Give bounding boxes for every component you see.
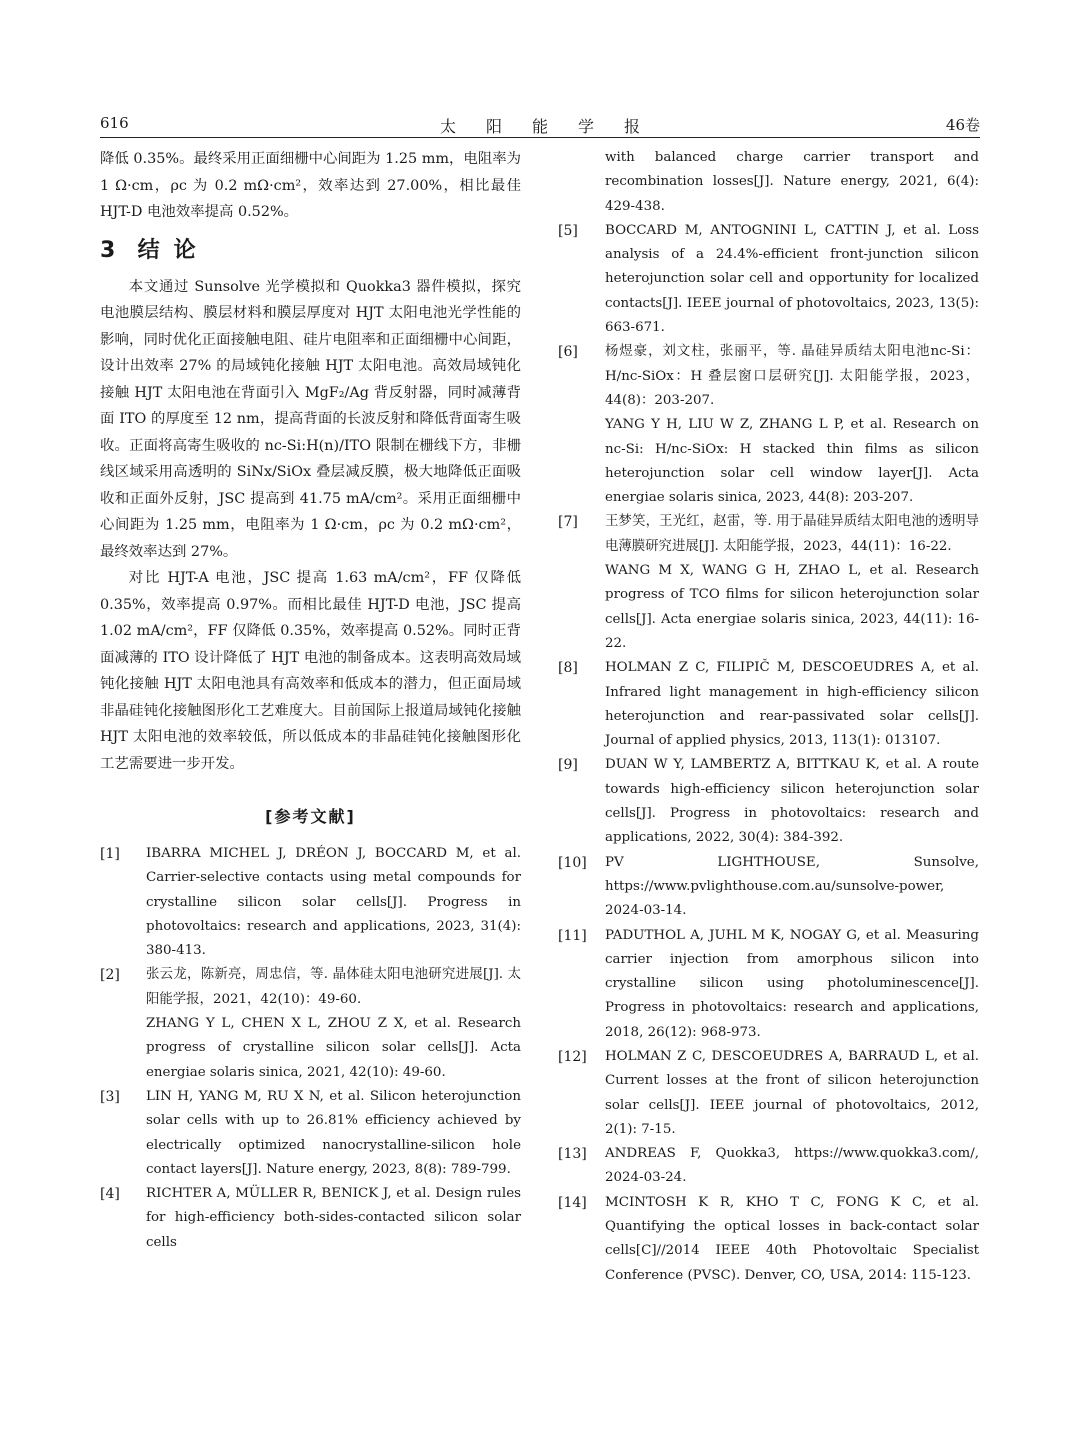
running-header [100, 114, 980, 138]
reference-number: [12] [558, 1048, 587, 1065]
reference-item [100, 842, 521, 963]
reference-text: MCINTOSH K R, KHO T C, FONG K C, et al. Quantifying the optical losses in back-contact solar cells[C]//2014 IEEE 40th Photovoltaic Specialist Conference (PVSC). Denver, CO, USA, 2014: 115-123. [605, 1194, 979, 1283]
reference-list-left [100, 842, 521, 1255]
reference-number: [14] [558, 1194, 587, 1211]
reference-text: DUAN W Y, LAMBERTZ A, BITTKAU K, et al. A route towards high-efficiency silicon heterojunction solar cells[J]. Progress in photovoltaics: research and applications, 2022, 30(4): 384-392. [605, 757, 979, 846]
reference-text-english: YANG Y H, LIU W Z, ZHANG L P, et al. Research on nc-Si: H/nc-SiOx: H stacked thin films as silicon heterojunction solar cell window layer[J]. Acta energiae solaris sinica, 2023, 44(8): 203-207. [605, 417, 979, 506]
reference-list-right [558, 146, 979, 1288]
reference-text: RICHTER A, MÜLLER R, BENICK J, et al. Design rules for high-efficiency both-sides-contacted silicon solar cells [146, 1186, 521, 1250]
reference-item-continued [558, 146, 979, 219]
reference-text-english: ZHANG Y L, CHEN X L, ZHOU Z X, et al. Research progress of crystalline silicon solar cells[J]. Acta energiae solaris sinica, 2021, 42(10): 49-60. [146, 1016, 521, 1080]
reference-text: LIN H, YANG M, RU X N, et al. Silicon heterojunction solar cells with up to 26.81% efficiency achieved by electrically optimized nanocrystalline-silicon hole contact layers[J]. Nature energy, 2023, 8(8): 789-799. [146, 1088, 521, 1177]
reference-text: HOLMAN Z C, FILIPIČ M, DESCOEUDRES A, et al. Infrared light management in high-efficiency silicon heterojunction and rear-passivated solar cells[J]. Journal of applied physics, 2013, 113(1): 013107. [605, 660, 979, 749]
reference-number: [5] [558, 222, 578, 239]
left-column [100, 146, 521, 1255]
section-heading [100, 236, 521, 266]
reference-number: [11] [558, 927, 587, 944]
reference-text: 杨煜豪，刘文柱，张丽平，等. 晶硅异质结太阳电池nc-Si：H/nc-SiOx：H 叠层窗口层研究[J]. 太阳能学报，2023，44(8)：203-207. [605, 344, 979, 408]
conclusion-paragraph-2: 对比 HJT-A 电池，JSC 提高 1.63 mA/cm²，FF 仅降低 0.35%，效率提高 0.97%。而相比最佳 HJT-D 电池，JSC 提高 1.02 mA/cm²，FF 仅降低 0.35%，效率提高 0.52%。同时正背面减薄的 ITO 设计降低了 HJT 电池的制备成本。这表明高效局域钝化接触 HJT 太阳电池具有高效率和低成本的潜力，但正面局域非晶硅钝化接触图形化工艺难度大。目前国际上报道局域钝化接触 HJT 太阳电池的效率较低，所以低成本的非晶硅钝化接触图形化工艺需要进一步开发。 [100, 570, 521, 772]
reference-item [558, 753, 979, 850]
volume-label: 46卷 [945, 116, 980, 134]
reference-text: BOCCARD M, ANTOGNINI L, CATTIN J, et al. Loss analysis of a 24.4%-efficient front-junction silicon heterojunction solar cell and opportunity for localized contacts[J]. IEEE journal of photovoltaics, 2023, 13(5): 663-671. [605, 222, 979, 336]
reference-item [558, 340, 979, 510]
reference-text: ANDREAS F, Quokka3, https://www.quokka3.com/, 2024-03-24. [605, 1146, 979, 1186]
conclusion-paragraph-1: 本文通过 Sunsolve 光学模拟和 Quokka3 器件模拟，探究电池膜层结构、膜层材料和膜层厚度对 HJT 太阳电池光学性能的影响，同时优化正面接触电阻、硅片电阻率和正面细栅中心间距，设计出效率 27% 的局域钝化接触 HJT 太阳电池。高效局域钝化接触 HJT 太阳电池在背面引入 MgF₂/Ag 背反射器，同时减薄背面 ITO 的厚度至 12 nm，提高背面的长波反射和降低背面寄生吸收。正面将高寄生吸收的 nc-Si:H(n)/ITO 限制在栅线下方，非栅线区域采用高透明的 SiNx/SiOx 叠层减反膜，极大地降低正面吸收和正面外反射，JSC 提高到 41.75 mA/cm²。采用正面细栅中心间距为 1.25 mm，电阻率为 1 Ω·cm，ρc 为 0.2 mΩ·cm²，最终效率达到 27%。 [100, 278, 521, 560]
reference-text: 张云龙，陈新亮，周忠信，等. 晶体硅太阳电池研究进展[J]. 太阳能学报，2021，42(10)：49-60. [146, 967, 521, 1007]
references-heading: [参考文献] [265, 807, 356, 826]
reference-item [558, 656, 979, 753]
reference-item [558, 851, 979, 924]
reference-text: with balanced charge carrier transport and recombination losses[J]. Nature energy, 2021, 6(4): 429-438. [605, 150, 979, 214]
reference-item [558, 510, 979, 656]
journal-title: 太阳能学报 [439, 117, 670, 136]
reference-text: 王梦笑，王光红，赵雷，等. 用于晶硅异质结太阳电池的透明导电薄膜研究进展[J]. 太阳能学报，2023，44(11)：16-22. [605, 514, 979, 554]
reference-item [100, 1085, 521, 1182]
reference-item [100, 1182, 521, 1255]
reference-item [558, 1191, 979, 1288]
reference-item [558, 1142, 979, 1191]
page-number: 616 [100, 114, 129, 132]
reference-text: PADUTHOL A, JUHL M K, NOGAY G, et al. Measuring carrier injection from amorphous silicon into crystalline silicon using photoluminescence[J]. Progress in photovoltaics: research and applications, 2018, 26(12): 968-973. [605, 927, 979, 1040]
reference-number: [2] [100, 967, 120, 984]
reference-number: [1] [100, 846, 120, 862]
intro-paragraph: 降低 0.35%。最终采用正面细栅中心间距为 1.25 mm，电阻率为 1 Ω·cm，ρc 为 0.2 mΩ·cm²，效率达到 27.00%，相比最佳 HJT-D 电池效率提高 0.52%。 [100, 151, 521, 220]
reference-number: [10] [558, 854, 587, 871]
section-number: 3 [100, 237, 116, 263]
reference-item [558, 219, 979, 340]
reference-text: IBARRA MICHEL J, DRÉON J, BOCCARD M, et al. Carrier-selective contacts using metal compounds for crystalline silicon solar cells[J]. Progress in photovoltaics: research and applications, 2023, 31(4): 380-413. [146, 846, 521, 959]
reference-text-english: WANG M X, WANG G H, ZHAO L, et al. Research progress of TCO films for silicon heterojunction solar cells[J]. Acta energiae solaris sinica, 2023, 44(11): 16-22. [605, 563, 979, 651]
reference-number: [9] [558, 757, 578, 774]
reference-item [100, 963, 521, 1084]
reference-number: [7] [558, 514, 578, 531]
reference-text: PV LIGHTHOUSE, Sunsolve, https://www.pvlighthouse.com.au/sunsolve-power, 2024-03-14. [605, 854, 979, 919]
reference-item [558, 1045, 979, 1142]
reference-item [558, 924, 979, 1045]
reference-number: [13] [558, 1146, 587, 1163]
right-column [558, 146, 979, 1288]
reference-number: [6] [558, 344, 578, 361]
section-title: 结论 [137, 237, 210, 263]
reference-number: [3] [100, 1088, 120, 1105]
reference-text: HOLMAN Z C, DESCOEUDRES A, BARRAUD L, et al. Current losses at the front of silicon heterojunction solar cells[J]. IEEE journal of photovoltaics, 2012, 2(1): 7-15. [605, 1048, 979, 1137]
reference-number: [8] [558, 660, 578, 677]
reference-number: [4] [100, 1186, 120, 1203]
